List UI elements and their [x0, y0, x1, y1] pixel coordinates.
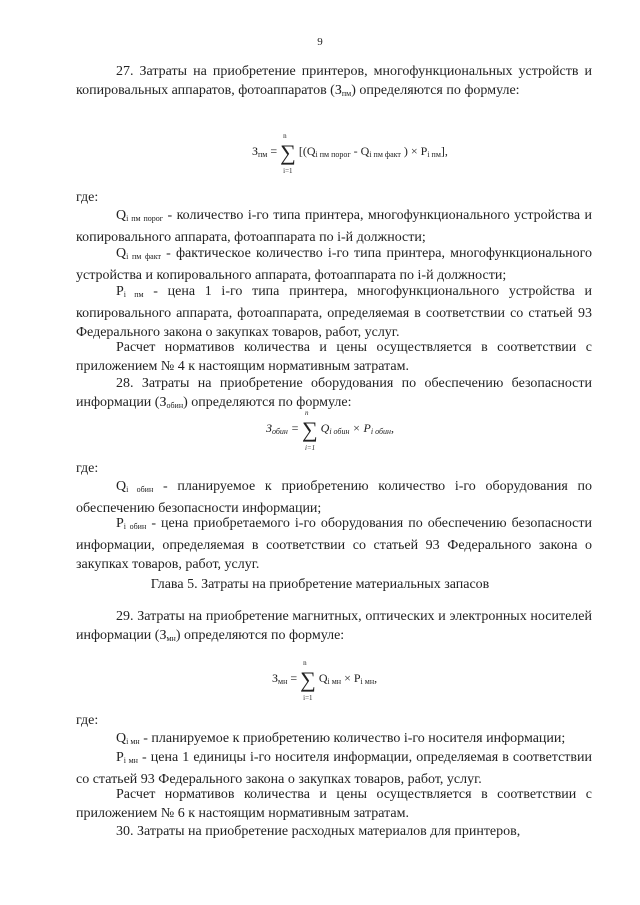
sum-sign: ∑ n i=1 — [300, 659, 316, 702]
formula-27: $З_{пм}$ = ∑ n i=1 [($Q_{i пм порог} - Q_{i пм факт}$ ) × $P_{i пм}$], — [252, 132, 448, 175]
definition-27-1: $Q_{i пм порог}$ - количество i-го типа принтера, многофункционального устройства и копировального аппарата, фотоаппарата по i-й должности; — [76, 208, 592, 245]
chapter-heading: Глава 5. Затраты на приобретение материальных запасов — [150, 577, 490, 592]
sum-sign: ∑ n i=1 — [301, 409, 318, 452]
where-label-27: где: — [76, 190, 99, 205]
formula-29: $З_{мн}$ = ∑ n i=1 $Q_{i мн} \times P_{i мн}$, — [272, 659, 378, 702]
definition-28-1: $Q_{i обин}$ - планируемое к приобретению количество i-го оборудования по обеспечению безопасности информации; — [76, 479, 593, 516]
note-29: Расчет нормативов количества и цены осуществляется в соответствии с приложением № 6 к настоящим нормативным затратам. — [76, 787, 592, 821]
definition-27-2: $Q_{i пм факт}$ - фактическое количество i-го типа принтера, многофункционального устройства и копировального аппарата, фотоаппарата по i-й должности; — [76, 246, 593, 283]
definition-29-2: $P_{i мн}$ - цена 1 единицы i-го носителя информации, определяемая в соответствии со статьей 93 Федерального закона о закупках товаров, работ, услуг. — [76, 750, 593, 787]
sum-sign: ∑ n i=1 — [280, 132, 296, 175]
where-label-29: где: — [76, 713, 99, 728]
definition-27-3: $P_{i пм}$ - цена 1 i-го типа принтера, многофункционального устройства и копировального аппарата, фотоаппарата, определяемая в соответствии со статьей 93 Федерального закона о закупках товаров, работ, услуг. — [76, 284, 592, 340]
definition-28-2: $P_{i обин}$ - цена приобретаемого i-го оборудования по обеспечению безопасности информации, определяемая в соответствии со статьей 93 Федерального закона о закупках товаров, работ, услуг. — [76, 516, 592, 572]
section-28-intro: 28. Затраты на приобретение оборудования по обеспечению безопасности информации $(З_{обин})$ определяются по формуле: — [76, 376, 592, 410]
section-29-intro: 29. Затраты на приобретение магнитных, оптических и электронных носителей информации $(З_{мн})$ определяются по формуле: — [76, 609, 592, 643]
page-number: 9 — [317, 36, 323, 48]
section-27-intro: 27. Затраты на приобретение принтеров, многофункциональных устройств и копировальных аппаратов, фотоаппаратов $(З_{пм})$ определяются по формуле: — [76, 64, 592, 98]
section-30-intro: 30. Затраты на приобретение расходных материалов для принтеров, — [116, 824, 521, 839]
where-label-28: где: — [76, 461, 99, 476]
note-27: Расчет нормативов количества и цены осуществляется в соответствии с приложением № 4 к настоящим нормативным затратам. — [76, 340, 592, 374]
definition-29-1: $Q_{i мн}$ - планируемое к приобретению количество i-го носителя информации; — [116, 731, 566, 746]
formula-28: $З_{обин}$ = ∑ n i=1 $Q_{i обин} \times P_{i обин}$, — [266, 409, 394, 452]
